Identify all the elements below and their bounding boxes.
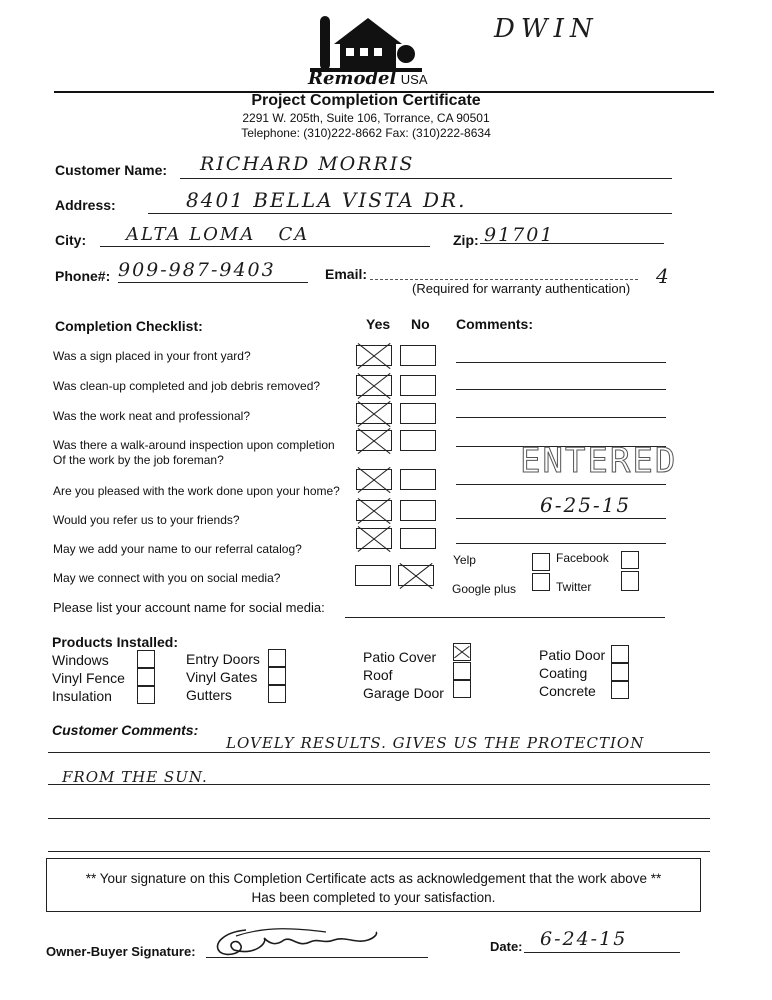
comment-rule-1 <box>48 752 710 753</box>
question-7-comment-line[interactable] <box>456 543 666 544</box>
product-coating-checkbox[interactable] <box>611 663 629 681</box>
question-7-yes-checkbox[interactable] <box>356 528 392 549</box>
company-address: 2291 W. 205th, Suite 106, Torrance, CA 90501 <box>242 111 490 125</box>
question-8-yes-checkbox[interactable] <box>355 565 391 586</box>
product-vinyl-fence-label: Vinyl Fence <box>52 670 125 686</box>
phone-label: Phone#: <box>55 268 111 284</box>
product-insulation-label: Insulation <box>52 688 112 704</box>
date-line <box>524 952 680 953</box>
no-column-label: No <box>411 316 430 332</box>
product-garage-door-label: Garage Door <box>363 685 444 701</box>
social-google-checkbox[interactable] <box>532 573 550 591</box>
customer-name-label: Customer Name: <box>55 162 168 178</box>
acknowledgement-notice <box>46 858 701 912</box>
email-label: Email: <box>325 266 368 282</box>
email-note: (Required for warranty authentication) <box>412 281 631 296</box>
social-yelp-checkbox[interactable] <box>532 553 550 571</box>
handwritten-signature-icon <box>206 922 428 962</box>
entered-date: 6-25-15 <box>540 493 632 517</box>
question-3: Was the work neat and professional? <box>53 409 250 423</box>
social-account-line[interactable] <box>345 617 665 618</box>
question-1-comment-line[interactable] <box>456 362 666 363</box>
phone-field[interactable]: 909-987-9403 <box>118 259 276 281</box>
question-5-no-checkbox[interactable] <box>400 469 436 490</box>
customer-comments-heading: Customer Comments: <box>52 722 199 738</box>
question-8-no-checkbox[interactable] <box>398 565 434 586</box>
signature-label: Owner-Buyer Signature: <box>46 944 196 959</box>
zip-field[interactable]: 91701 <box>484 224 555 246</box>
social-twitter-checkbox[interactable] <box>621 571 639 591</box>
address-label: Address: <box>55 197 116 213</box>
social-facebook-checkbox[interactable] <box>621 551 639 569</box>
product-windows-checkbox[interactable] <box>137 650 155 668</box>
product-windows-label: Windows <box>52 652 109 668</box>
product-vinyl-fence-checkbox[interactable] <box>137 668 155 686</box>
page-title: Project Completion Certificate <box>251 92 481 109</box>
phone-line <box>118 282 308 283</box>
company-phone: Telephone: (310)222-8662 Fax: (310)222-8634 <box>241 126 491 140</box>
question-3-comment-line[interactable] <box>456 417 666 418</box>
city-line <box>100 246 430 247</box>
signature-line <box>206 957 428 958</box>
question-1: Was a sign placed in your front yard? <box>53 349 251 363</box>
question-6-comment-line[interactable] <box>456 518 666 519</box>
question-1-yes-checkbox[interactable] <box>356 345 392 366</box>
products-heading: Products Installed: <box>52 634 179 650</box>
notice-line-2: Has been completed to your satisfaction. <box>251 890 496 905</box>
address-line <box>148 213 672 214</box>
product-patio-door-checkbox[interactable] <box>611 645 629 663</box>
question-1-no-checkbox[interactable] <box>400 345 436 366</box>
question-8: May we connect with you on social media? <box>53 571 281 585</box>
entered-stamp: ENTERED <box>520 441 678 481</box>
notice-line-1: ** Your signature on this Completion Certificate acts as acknowledgement that the work above ** <box>85 871 662 886</box>
product-patio-cover-checkbox[interactable] <box>453 643 471 661</box>
comment-rule-4 <box>48 851 710 852</box>
product-patio-cover-label: Patio Cover <box>363 649 437 665</box>
date-field[interactable]: 6-24-15 <box>540 928 628 950</box>
product-entry-doors-checkbox[interactable] <box>268 649 286 667</box>
question-7-no-checkbox[interactable] <box>400 528 436 549</box>
checklist-heading: Completion Checklist: <box>55 318 203 334</box>
company-logo <box>306 10 426 90</box>
logo-word: Remodel <box>308 68 397 89</box>
product-concrete-label: Concrete <box>539 683 596 699</box>
question-2: Was clean-up completed and job debris removed? <box>53 379 321 393</box>
social-twitter-label: Twitter <box>556 580 592 594</box>
question-4-line-2: Of the work by the job foreman? <box>53 453 224 467</box>
question-6-no-checkbox[interactable] <box>400 500 436 521</box>
question-4-yes-checkbox[interactable] <box>356 430 392 451</box>
product-vinyl-gates-label: Vinyl Gates <box>186 669 258 685</box>
address-field[interactable]: 8401 BELLA VISTA DR. <box>186 188 467 212</box>
question-7: May we add your name to our referral catalog? <box>53 542 302 556</box>
question-3-no-checkbox[interactable] <box>400 403 436 424</box>
social-google-label: Google plus <box>452 582 517 596</box>
date-label: Date: <box>490 939 523 954</box>
customer-comment-line-2[interactable]: FROM THE SUN. <box>62 768 208 786</box>
question-4-line-1: Was there a walk-around inspection upon completion <box>53 438 335 452</box>
product-concrete-checkbox[interactable] <box>611 681 629 699</box>
signature-field[interactable] <box>206 922 428 962</box>
zip-line <box>480 243 664 244</box>
product-patio-door-label: Patio Door <box>539 647 606 663</box>
product-gutters-checkbox[interactable] <box>268 685 286 703</box>
social-account-prompt: Please list your account name for social media: <box>53 600 325 615</box>
product-gutters-label: Gutters <box>186 687 232 703</box>
product-garage-door-checkbox[interactable] <box>453 680 471 698</box>
question-6-yes-checkbox[interactable] <box>356 500 392 521</box>
question-4-no-checkbox[interactable] <box>400 430 436 451</box>
city-field[interactable]: ALTA LOMA CA <box>126 224 310 245</box>
comments-column-label: Comments: <box>456 316 534 332</box>
house-logo-icon <box>306 10 426 74</box>
question-5-comment-line[interactable] <box>456 484 666 485</box>
question-2-no-checkbox[interactable] <box>400 375 436 396</box>
question-4 <box>53 438 335 468</box>
yes-column-label: Yes <box>366 316 391 332</box>
product-roof-checkbox[interactable] <box>453 662 471 680</box>
social-facebook-label: Facebook <box>556 551 609 565</box>
product-entry-doors-label: Entry Doors <box>186 651 260 667</box>
zip-label: Zip: <box>453 232 479 248</box>
question-5: Are you pleased with the work done upon your home? <box>53 484 340 498</box>
customer-comment-line-1[interactable]: LOVELY RESULTS. GIVES US THE PROTECTION <box>226 734 645 752</box>
margin-note: DWIN <box>494 14 599 44</box>
question-6: Would you refer us to your friends? <box>53 513 240 527</box>
comment-rule-2 <box>48 784 710 785</box>
question-2-yes-checkbox[interactable] <box>356 375 392 396</box>
email-line[interactable] <box>370 279 638 280</box>
question-3-yes-checkbox[interactable] <box>356 403 392 424</box>
question-2-comment-line[interactable] <box>456 389 666 390</box>
social-yelp-label: Yelp <box>453 553 476 567</box>
margin-mark: 4 <box>656 264 671 288</box>
product-coating-label: Coating <box>539 665 588 681</box>
question-5-yes-checkbox[interactable] <box>356 469 392 490</box>
logo-suffix: USA <box>400 72 428 87</box>
customer-name-field[interactable]: RICHARD MORRIS <box>200 153 415 175</box>
product-insulation-checkbox[interactable] <box>137 686 155 704</box>
product-roof-label: Roof <box>363 667 393 683</box>
comment-rule-3 <box>48 818 710 819</box>
customer-name-line <box>180 178 672 179</box>
product-vinyl-gates-checkbox[interactable] <box>268 667 286 685</box>
city-label: City: <box>55 232 87 248</box>
